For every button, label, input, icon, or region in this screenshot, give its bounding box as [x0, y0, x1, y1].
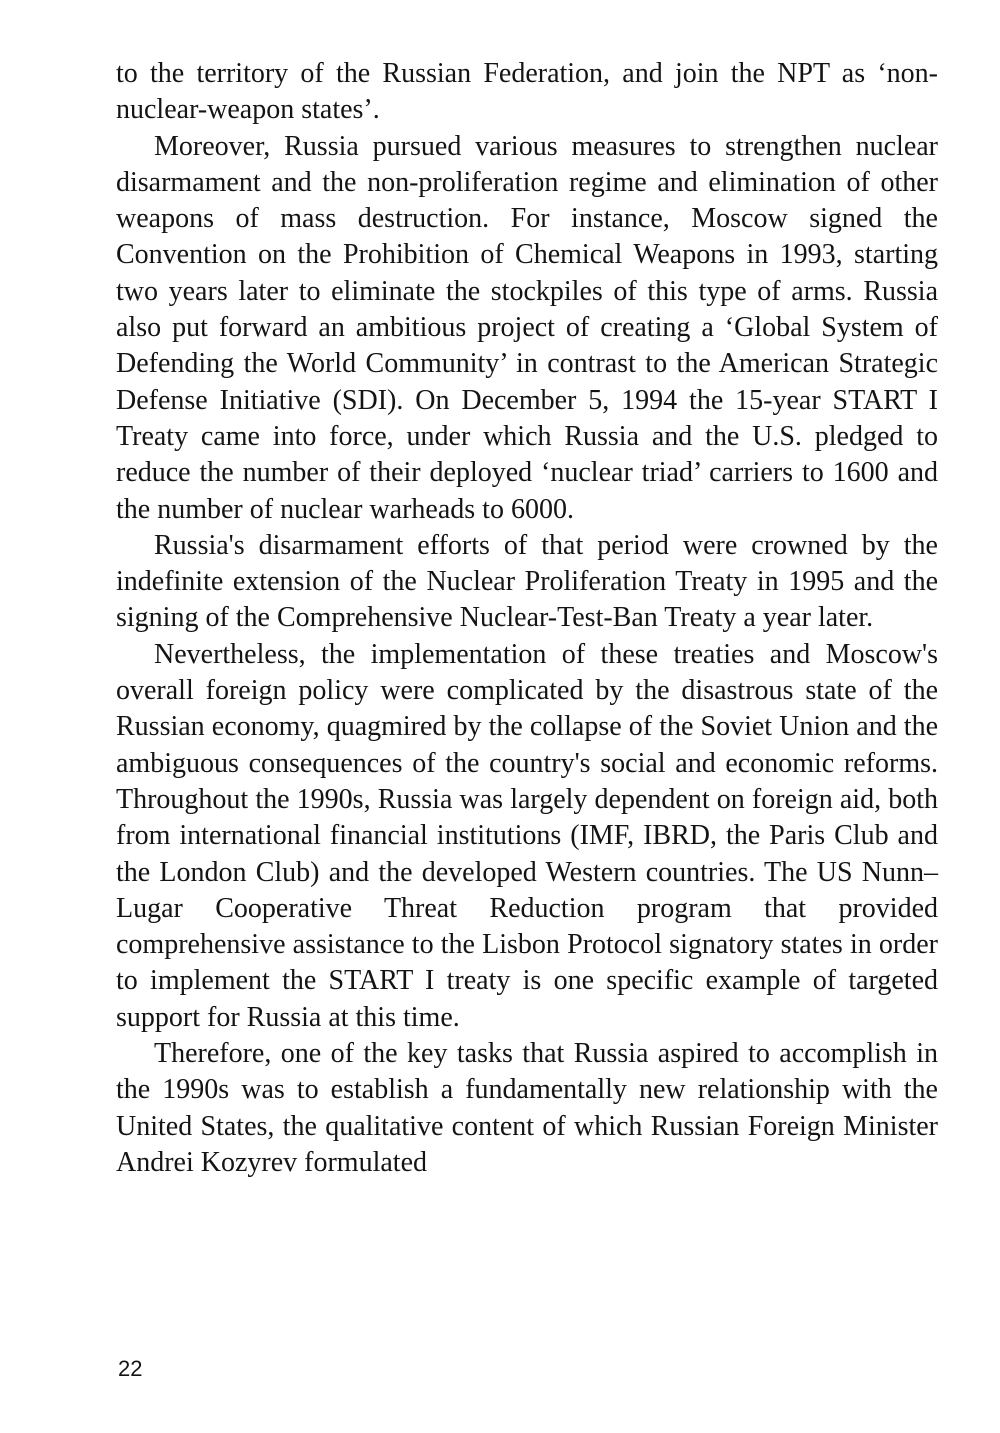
page-number: 22	[118, 1356, 143, 1381]
paragraph-npt-extension: Russia's disarmament efforts of that period were crowned by the indefinite extension of the Nuclear Proliferation Treaty in 1995 and the signing of the Comprehensive Nuclear-Test-Ban Treaty a year later.	[116, 529, 938, 634]
paragraph-disarmament-measures: Moreover, Russia pursued various measures to strengthen nuclear disarmament and the non-proliferation regime and elimination of other weapons of mass destruction. For instance, Moscow signed the Convention on the Prohibition of Chemical Weapons in 1993, starting two years later to eliminate the stockpiles of this type of arms. Russia also put forward an ambitious project of creating a ‘Global System of Defending the World Community’ in contrast to the American Strategic Defense Initiative (SDI). On December 5, 1994 the 15-year START I Treaty came into force, under which Russia and the U.S. pledged to reduce the number of their deployed ‘nuclear triad’ carriers to 1600 and the number of nuclear warheads to 6000.	[116, 130, 938, 525]
page-body	[116, 56, 938, 1181]
paragraph-economic-difficulties: Nevertheless, the implementation of these treaties and Moscow's overall foreign policy were complicated by the disastrous state of the Russian economy, quagmired by the collapse of the Soviet Union and the ambiguous consequences of the country's social and economic reforms. Throughout the 1990s, Russia was largely dependent on foreign aid, both from international financial institutions (IMF, IBRD, the Paris Club and the London Club) and the developed Western countries. The US Nunn–Lugar Cooperative Threat Reduction program that provided comprehensive assistance to the Lisbon Protocol signatory states in order to implement the START I treaty is one specific example of targeted support for Russia at this time.	[116, 638, 938, 1033]
paragraph-continuation: to the territory of the Russian Federation, and join the NPT as ‘non-nuclear-weapon states’.	[116, 58, 938, 126]
paragraph-us-relationship: Therefore, one of the key tasks that Russia aspired to accomplish in the 1990s was to establish a fundamentally new relationship with the United States, the qualitative content of which Russian Foreign Minister Andrei Kozyrev formulated	[116, 1038, 938, 1178]
